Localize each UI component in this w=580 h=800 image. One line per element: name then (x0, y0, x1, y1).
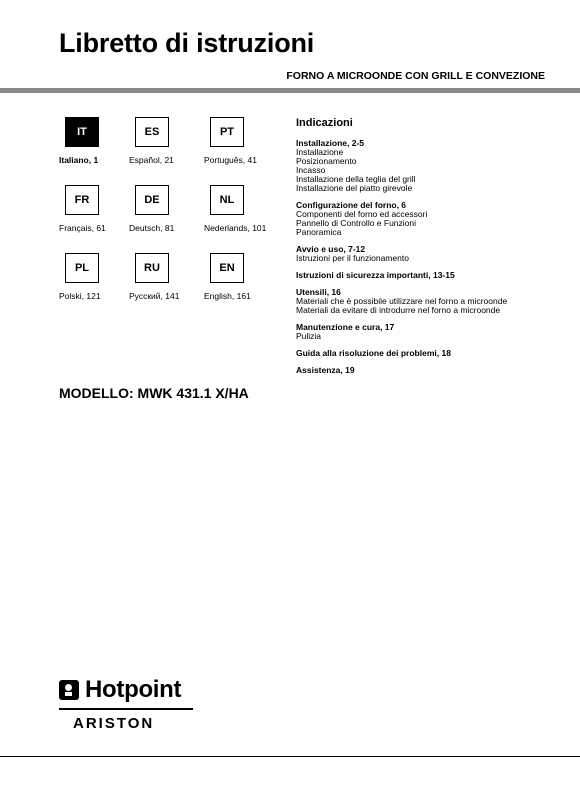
brand-sub: ARISTON (73, 715, 155, 732)
brand-name: Hotpoint (85, 676, 182, 703)
brand-logo (59, 676, 193, 732)
language-label: Español, 21 (129, 155, 174, 165)
footer-divider (0, 756, 580, 757)
language-nl[interactable] (204, 185, 284, 233)
language-label: Русский, 141 (129, 291, 180, 301)
toc-item: Materiali da evitare di introdurre nel forno a microonde (296, 305, 501, 315)
toc-item: Istruzioni per il funzionamento (296, 253, 409, 263)
language-en[interactable] (204, 253, 284, 301)
language-code: NL (210, 185, 244, 215)
language-code: ES (135, 117, 169, 147)
language-code: RU (135, 253, 169, 283)
language-es[interactable] (129, 117, 209, 165)
toc-item: Incasso (296, 165, 326, 175)
toc-sections (296, 138, 566, 375)
toc-section (296, 200, 566, 237)
header-divider (0, 88, 580, 93)
language-de[interactable] (129, 185, 209, 233)
toc-item: Panoramica (296, 227, 342, 237)
model-label: MODELLO: MWK 431.1 X/HA (59, 385, 249, 401)
toc-section (296, 270, 566, 280)
toc-item: Materiali che è possibile utilizzare nel forno a microonde (296, 296, 508, 306)
language-pt[interactable] (204, 117, 284, 165)
toc-heading: Indicazioni (296, 117, 353, 129)
language-label: Français, 61 (59, 223, 106, 233)
toc-section-title[interactable]: Configurazione del forno, 6 (296, 200, 407, 210)
toc-section (296, 365, 566, 375)
table-of-contents (296, 117, 566, 382)
language-code: FR (65, 185, 99, 215)
toc-section (296, 322, 566, 341)
hotpoint-logo-icon (59, 680, 79, 700)
toc-section-title[interactable]: Istruzioni di sicurezza importanti, 13-15 (296, 270, 455, 280)
language-label: Deutsch, 81 (129, 223, 175, 233)
toc-section-title[interactable]: Manutenzione e cura, 17 (296, 322, 395, 332)
language-code: DE (135, 185, 169, 215)
language-label: Nederlands, 101 (204, 223, 267, 233)
toc-section-title[interactable]: Assistenza, 19 (296, 365, 355, 375)
toc-section (296, 244, 566, 263)
language-label: English, 161 (204, 291, 251, 301)
toc-item: Installazione del piatto girevole (296, 183, 413, 193)
toc-section-title[interactable]: Installazione, 2-5 (296, 138, 365, 148)
language-ru[interactable] (129, 253, 209, 301)
language-label: Português, 41 (204, 155, 257, 165)
language-code: EN (210, 253, 244, 283)
brand-divider (59, 708, 193, 710)
page-title: Libretto di istruzioni (59, 28, 315, 58)
toc-section-title[interactable]: Avvio e uso, 7-12 (296, 244, 366, 254)
language-code: PT (210, 117, 244, 147)
toc-item: Installazione della teglia del grill (296, 174, 416, 184)
language-code: IT (65, 117, 99, 147)
toc-item: Componenti del forno ed accessori (296, 209, 428, 219)
toc-section-title[interactable]: Utensili, 16 (296, 287, 341, 297)
toc-section-title[interactable]: Guida alla risoluzione dei problemi, 18 (296, 348, 451, 358)
language-it[interactable] (59, 117, 139, 165)
toc-item: Posizionamento (296, 156, 357, 166)
language-label: Polski, 121 (59, 291, 101, 301)
page-subtitle: FORNO A MICROONDE CON GRILL E CONVEZIONE (286, 70, 545, 82)
language-code: PL (65, 253, 99, 283)
toc-item: Pannello di Controllo e Funzioni (296, 218, 417, 228)
language-fr[interactable] (59, 185, 139, 233)
toc-section (296, 138, 566, 193)
toc-item: Installazione (296, 147, 344, 157)
toc-section (296, 348, 566, 358)
toc-item: Pulizia (296, 331, 322, 341)
toc-section (296, 287, 566, 315)
language-pl[interactable] (59, 253, 139, 301)
language-label: Italiano, 1 (59, 155, 99, 165)
